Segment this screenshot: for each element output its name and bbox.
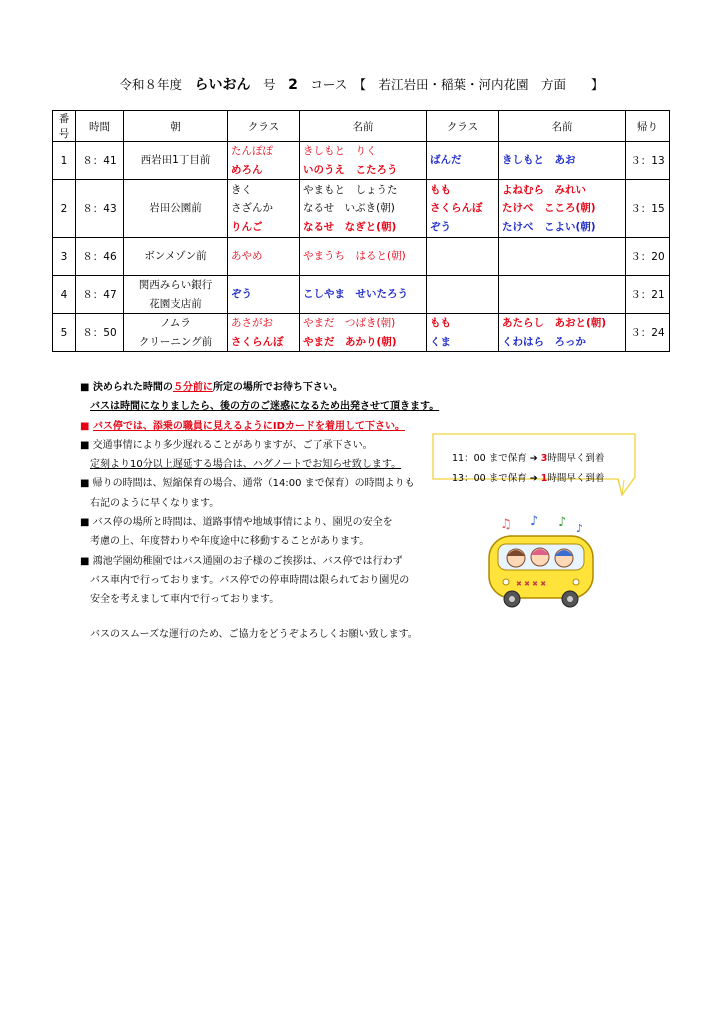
stop-name [124,180,228,238]
note-text: 帰りの時間は、短縮保育の場合、通常（14:00 まで保育）の時間よりも [92,478,415,490]
class-cell [228,276,300,314]
name-cell [300,180,427,238]
class-cell [427,142,499,180]
name-cell-entry: やまもと しょうた [303,183,398,196]
header-class: クラス [228,111,300,142]
table-row [53,314,670,352]
return-time: ３：15 [626,180,670,238]
header-name: 名前 [300,111,427,142]
stop-line: 西岩田1丁目前 [140,154,211,167]
closing-message: バスのスムーズな運行のため、ご協力をどうぞよろしくお願い致します。 [90,629,418,640]
class-cell-entry: たんぽぽ [231,145,273,157]
name-cell-entry: あたらし あおと(朝) [502,317,607,329]
bus-name: らいおん [194,77,251,93]
arrow-icon: ➔ [529,473,538,484]
table-row [53,180,670,238]
class-cell-entry: さざんか [231,202,273,215]
pickup-time: ８：43 [76,180,124,238]
row-number: 4 [53,276,76,314]
callout-line-1 [452,450,604,464]
note-item: ■ バス停では、添乗の職員に見えるようにIDカードを着用して下さい。 [80,420,405,432]
stop-name [124,238,228,276]
class-cell [427,180,499,238]
stop-name [124,142,228,180]
name-cell [300,142,427,180]
svg-text:✖ ✖ ✖ ✖: ✖ ✖ ✖ ✖ [516,580,547,588]
class-cell [228,180,300,238]
class-cell-entry: あさがお [231,317,273,329]
header-time: 時間 [76,111,124,142]
class-cell [427,314,499,352]
svg-text:♪: ♪ [530,514,539,529]
name-cell-entry: たけべ こよい(朝) [502,220,596,233]
note-item: ■ 決められた時間の５分前に所定の場所でお待ち下さい。 [80,382,343,393]
name-cell [499,276,626,314]
callout-frame [432,433,637,497]
header-class: クラス [427,111,499,142]
course-number: 2 [288,77,298,93]
row-number: 3 [53,238,76,276]
name-cell-entry: なるせ いぶき(朝) [303,202,395,215]
hours-number: 1 [540,473,548,484]
arrow-icon: ➔ [529,453,538,464]
return-time: ３：13 [626,142,670,180]
class-cell-entry: くま [430,335,451,348]
stop-line: 関西みらい銀行 [138,279,213,291]
table-row [53,276,670,314]
svg-text:♪: ♪ [576,522,584,535]
class-cell-entry: ぞう [430,220,451,233]
name-cell-entry: きしもと りく [303,145,377,157]
row-number: 5 [53,314,76,352]
stop-line: ボンメゾン前 [144,250,207,263]
note-line: 考慮の上、年度替わりや年度途中に移動することがあります。 [90,536,370,548]
row-number: 2 [53,180,76,238]
class-cell [228,314,300,352]
stop-line: 花園支店前 [149,297,202,310]
pickup-time: ８：46 [76,238,124,276]
return-time: ３：21 [626,276,670,314]
pickup-time: ８：41 [76,142,124,180]
class-cell [427,238,499,276]
music-notes-icon [500,514,583,535]
table-header-row [53,111,670,142]
return-time: ３：24 [626,314,670,352]
hours-number: 3 [540,453,548,464]
note-text: 鴻池学園幼稚園ではバス通園のお子様のご挨拶は、バス停では行わず [92,555,403,567]
note-text: 所定の場所でお待ち下さい。 [212,382,343,393]
callout-line-2 [452,470,604,484]
class-cell-entry: めろん [231,163,263,176]
name-cell [300,238,427,276]
svg-text:♪: ♪ [558,515,567,530]
note-item: ■ 帰りの時間は、短縮保育の場合、通常（14:00 まで保育）の時間よりも [80,478,415,490]
class-cell [228,238,300,276]
go-label: 号 [263,77,276,92]
note-line: 右記のように早くなります。 [90,497,220,509]
stop-name [124,276,228,314]
name-cell-entry: こしやま せいたろう [303,288,408,301]
notes-section [80,378,439,610]
note-line: バス車内で行っております。バス停での停車時間は限られており園児の [90,574,410,586]
callout-text: 時間早く到着 [547,473,605,484]
class-cell-entry: さくらんぼ [430,202,483,215]
row-number: 1 [53,142,76,180]
name-cell [300,314,427,352]
class-cell-entry: ぞう [231,288,252,301]
fiscal-year: 令和８年度 [119,77,182,92]
name-cell-entry: やまうち はると(朝) [303,250,406,263]
early-arrival-callout [432,433,634,493]
note-line: 定刻より10分以上遅延する場合は、ハグノートでお知らせ致します。 [90,459,402,471]
name-cell-entry: やまだ つばき(朝) [303,317,396,329]
area-label: 【 若江岩田・稲葉・河内花園 方面 】 [359,77,604,92]
name-cell [499,142,626,180]
header-name: 名前 [499,111,626,142]
name-cell-entry: くわはら ろっか [502,335,586,348]
name-cell-entry: いのうえ こたろう [303,163,398,176]
page-title [0,74,723,94]
header-number: 番号 [53,111,76,142]
stop-name [124,314,228,352]
header-return: 帰り [626,111,670,142]
schedule-table [52,110,670,352]
note-text: バス停では、添乗の職員に見えるようにIDカードを着用して下さい。 [92,420,405,432]
stop-line: クリーニング前 [138,335,213,348]
pickup-time: ８：47 [76,276,124,314]
name-cell-entry: たけべ こころ(朝) [502,202,596,215]
table-row [53,142,670,180]
class-cell-entry: もも [430,183,451,196]
name-cell-entry: なるせ なぎと(朝) [303,220,397,233]
return-time: ３：20 [626,238,670,276]
name-cell-entry: やまだ あかり(朝) [303,335,397,348]
course-label: コース [310,77,348,92]
name-cell-entry: よねむら みれい [502,183,586,196]
callout-text: 13：00 まで保育 [452,473,527,484]
class-cell-entry: りんご [231,220,263,233]
note-line: バスは時間になりましたら、後の方のご迷惑になるため出発させて頂きます。 [90,401,440,413]
class-cell-entry: もも [430,317,451,329]
class-cell [228,142,300,180]
table-row [53,238,670,276]
name-cell [300,276,427,314]
class-cell [427,276,499,314]
note-text: 交通事情により多少遅れることがありますが、ご了承下さい。 [92,439,373,451]
name-cell [499,314,626,352]
note-item: ■ 交通事情により多少遅れることがありますが、ご了承下さい。 [80,439,373,451]
note-line: 安全を考えまして車内で行っております。 [90,594,280,606]
svg-text:♫: ♫ [500,517,512,532]
pickup-time: ８：50 [76,314,124,352]
class-cell-entry: ばんだ [430,154,462,167]
callout-text: 時間早く到着 [547,453,605,464]
header-stop: 朝 [124,111,228,142]
note-text: バス停の場所と時間は、道路事情や地域事情により、園児の安全を [92,517,393,529]
note-text: 決められた時間の [92,382,173,393]
name-cell [499,180,626,238]
stop-line: ノムラ [160,317,191,329]
callout-text: 11：00 まで保育 [452,453,527,464]
note-item: ■ バス停の場所と時間は、道路事情や地域事情により、園児の安全を [80,517,393,529]
note-item: ■ 鴻池学園幼稚園ではバス通園のお子様のご挨拶は、バス停では行わず [80,555,403,567]
class-cell-entry: あやめ [231,250,263,263]
name-cell [499,238,626,276]
note-highlight: ５分前に [172,382,213,393]
stop-line: 岩田公園前 [149,202,202,215]
name-cell-entry: きしもと あお [502,154,576,167]
class-cell-entry: きく [231,183,252,196]
school-bus-illustration [486,514,596,610]
class-cell-entry: さくらんぼ [231,335,284,348]
